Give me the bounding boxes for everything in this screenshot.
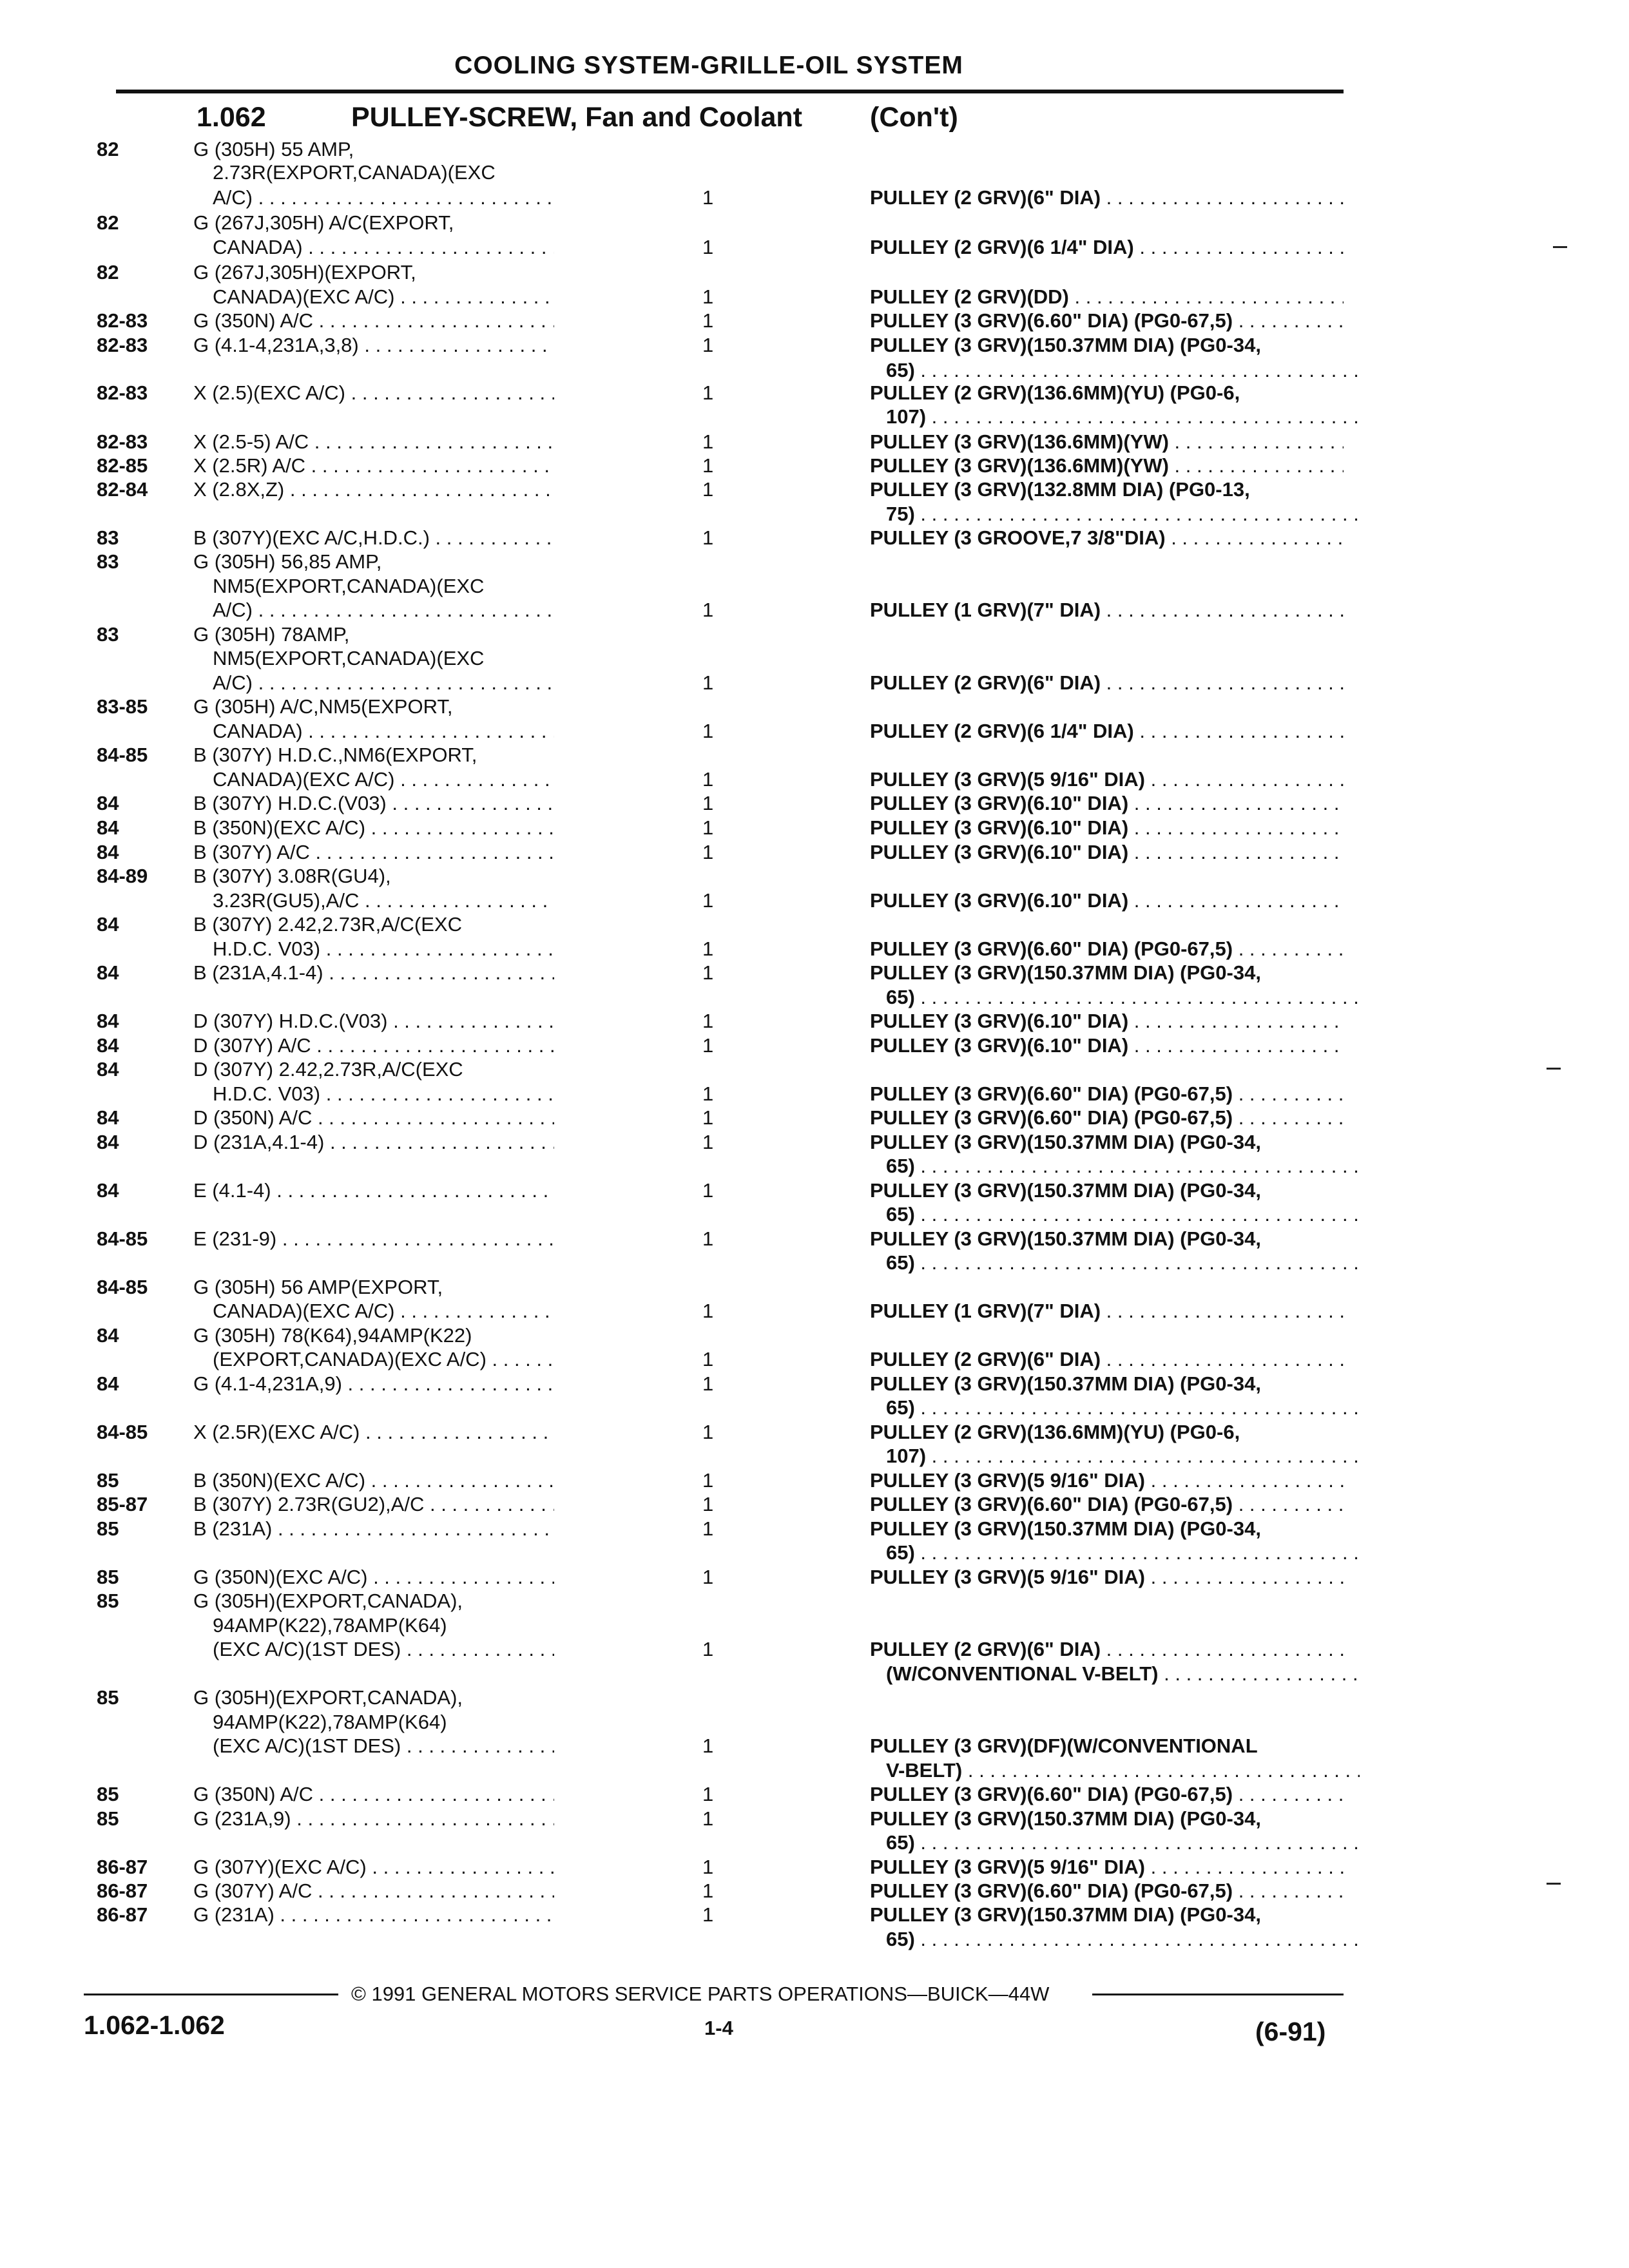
quantity: 1	[702, 1879, 714, 1902]
description: PULLEY (2 GRV)(6 1/4" DIA) . . .	[870, 718, 1344, 744]
description: 107) . . .	[886, 404, 1360, 430]
quantity: 1	[702, 186, 714, 209]
description: PULLEY (3 GRV)(150.37MM DIA) (PG0-34,	[870, 1131, 1261, 1153]
application: 94AMP(K22),78AMP(K64)	[213, 1711, 447, 1733]
application: B (350N)(EXC A/C) . . .	[193, 1468, 554, 1494]
application: CANADA) . . .	[213, 235, 554, 260]
quantity: 1	[702, 334, 714, 356]
description: PULLEY (3 GRV)(150.37MM DIA) (PG0-34,	[870, 334, 1261, 356]
reference-number: 83	[97, 526, 119, 549]
description: PULLEY (3 GRV)(6.60" DIA) (PG0-67,5) . . .	[870, 1782, 1344, 1807]
quantity: 1	[702, 720, 714, 742]
application: G (305H) 78AMP,	[193, 623, 350, 646]
application: X (2.8X,Z) . . .	[193, 477, 554, 503]
quantity: 1	[702, 478, 714, 501]
application: E (4.1-4) . . .	[193, 1178, 554, 1204]
description: 75) . . .	[886, 501, 1360, 527]
quantity: 1	[702, 1300, 714, 1322]
quantity: 1	[702, 1517, 714, 1540]
reference-number: 82-83	[97, 430, 148, 453]
application: G (267J,305H) A/C(EXPORT,	[193, 211, 454, 234]
application: G (4.1-4,231A,3,8) . . .	[193, 332, 554, 358]
quantity: 1	[702, 430, 714, 453]
application: NM5(EXPORT,CANADA)(EXC	[213, 575, 485, 597]
quantity: 1	[702, 236, 714, 258]
application: X (2.5)(EXC A/C) . . .	[193, 380, 554, 406]
description: PULLEY (2 GRV)(DD) . . .	[870, 284, 1344, 310]
reference-number: 84	[97, 841, 119, 863]
quantity: 1	[702, 1010, 714, 1032]
reference-number: 83-85	[97, 695, 148, 718]
application: G (267J,305H)(EXPORT,	[193, 261, 416, 284]
quantity: 1	[702, 889, 714, 912]
footer-page-number: 1-4	[704, 2017, 733, 2039]
application: G (307Y)(EXC A/C) . . .	[193, 1854, 554, 1880]
description: PULLEY (3 GRV)(5 9/16" DIA) . . .	[870, 1564, 1344, 1590]
description: PULLEY (3 GRV)(150.37MM DIA) (PG0-34,	[870, 1372, 1261, 1395]
application: G (350N) A/C . . .	[193, 1782, 554, 1807]
reference-number: 84	[97, 816, 119, 839]
description: PULLEY (3 GRV)(6.10" DIA) . . .	[870, 1033, 1344, 1059]
quantity: 1	[702, 1903, 714, 1926]
quantity: 1	[702, 1372, 714, 1395]
application: CANADA)(EXC A/C) . . .	[213, 1298, 554, 1324]
application: G (305H) 78(K64),94AMP(K22)	[193, 1324, 472, 1347]
description: PULLEY (3 GRV)(6.10" DIA) . . .	[870, 888, 1344, 914]
quantity: 1	[702, 768, 714, 791]
quantity: 1	[702, 381, 714, 404]
application: B (307Y) 2.73R(GU2),A/C . . .	[193, 1492, 554, 1517]
reference-number: 86-87	[97, 1903, 148, 1926]
description: PULLEY (3 GRV)(150.37MM DIA) (PG0-34,	[870, 1179, 1261, 1202]
description: 65) . . .	[886, 985, 1360, 1010]
application: 3.23R(GU5),A/C . . .	[213, 888, 554, 914]
quantity: 1	[702, 1131, 714, 1153]
description: PULLEY (3 GRV)(150.37MM DIA) (PG0-34,	[870, 1807, 1261, 1830]
page-header-title: COOLING SYSTEM-GRILLE-OIL SYSTEM	[454, 52, 963, 79]
application: G (305H)(EXPORT,CANADA),	[193, 1590, 463, 1612]
quantity: 1	[702, 1856, 714, 1878]
description: PULLEY (3 GROOVE,7 3/8"DIA) . . .	[870, 525, 1344, 551]
quantity: 1	[702, 671, 714, 694]
reference-number: 85	[97, 1590, 119, 1612]
quantity: 1	[702, 1082, 714, 1105]
description: 65) . . .	[886, 1395, 1360, 1421]
application: (EXPORT,CANADA)(EXC A/C) . . .	[213, 1347, 554, 1372]
quantity: 1	[702, 1566, 714, 1588]
description: PULLEY (3 GRV)(6.10" DIA) . . .	[870, 1008, 1344, 1034]
description: 65) . . .	[886, 1202, 1360, 1227]
application: B (307Y) H.D.C.(V03) . . .	[193, 791, 554, 816]
reference-number: 85	[97, 1517, 119, 1540]
reference-number: 82-83	[97, 381, 148, 404]
reference-number: 82-85	[97, 454, 148, 477]
margin-mark	[1547, 1068, 1561, 1070]
application: G (231A) . . .	[193, 1902, 554, 1928]
reference-number: 84	[97, 1372, 119, 1395]
reference-number: 84	[97, 961, 119, 984]
reference-number: 85	[97, 1469, 119, 1492]
application: G (350N)(EXC A/C) . . .	[193, 1564, 554, 1590]
quantity: 1	[702, 285, 714, 308]
application: G (305H) 56 AMP(EXPORT,	[193, 1276, 443, 1298]
application: (EXC A/C)(1ST DES) . . .	[213, 1733, 554, 1759]
quantity: 1	[702, 1493, 714, 1515]
application: G (305H) 55 AMP,	[193, 138, 354, 160]
reference-number: 86-87	[97, 1879, 148, 1902]
application: A/C) . . .	[213, 670, 554, 696]
quantity: 1	[702, 599, 714, 621]
quantity: 1	[702, 1783, 714, 1805]
reference-number: 85	[97, 1807, 119, 1830]
application: 94AMP(K22),78AMP(K64)	[213, 1614, 447, 1637]
application: H.D.C. V03) . . .	[213, 1081, 554, 1107]
application: D (307Y) H.D.C.(V03) . . .	[193, 1008, 554, 1034]
description: PULLEY (3 GRV)(132.8MM DIA) (PG0-13,	[870, 478, 1250, 501]
description: PULLEY (3 GRV)(5 9/16" DIA) . . .	[870, 1468, 1344, 1494]
reference-number: 84-85	[97, 1227, 148, 1250]
application: H.D.C. V03) . . .	[213, 936, 554, 962]
application: B (231A,4.1-4) . . .	[193, 960, 554, 986]
footer-copyright: © 1991 GENERAL MOTORS SERVICE PARTS OPERATIONS—BUICK—44W	[351, 1983, 1050, 2005]
reference-number: 84-89	[97, 865, 148, 887]
reference-number: 82	[97, 138, 119, 160]
description: 65) . . .	[886, 1250, 1360, 1276]
application: G (305H) 56,85 AMP,	[193, 550, 382, 573]
application: 2.73R(EXPORT,CANADA)(EXC	[213, 161, 496, 184]
description: 65) . . .	[886, 1153, 1360, 1179]
reference-number: 84	[97, 913, 119, 936]
section-number: 1.062	[197, 102, 266, 133]
footer-date: (6-91)	[1255, 2017, 1326, 2046]
description: PULLEY (3 GRV)(136.6MM)(YW) . . .	[870, 429, 1344, 455]
description: PULLEY (3 GRV)(6.60" DIA) (PG0-67,5) . . .	[870, 1492, 1344, 1517]
reference-number: 84-85	[97, 1421, 148, 1443]
application: X (2.5R)(EXC A/C) . . .	[193, 1419, 554, 1445]
reference-number: 85-87	[97, 1493, 148, 1515]
description: PULLEY (3 GRV)(DF)(W/CONVENTIONAL	[870, 1735, 1258, 1757]
quantity: 1	[702, 792, 714, 814]
quantity: 1	[702, 1179, 714, 1202]
description: PULLEY (3 GRV)(6.60" DIA) (PG0-67,5) . . .	[870, 1878, 1344, 1904]
application: B (350N)(EXC A/C) . . .	[193, 815, 554, 841]
description: PULLEY (2 GRV)(6 1/4" DIA) . . .	[870, 235, 1344, 260]
footer-page-range: 1.062-1.062	[84, 2010, 225, 2040]
application: D (231A,4.1-4) . . .	[193, 1129, 554, 1155]
description: PULLEY (2 GRV)(6" DIA) . . .	[870, 185, 1344, 211]
reference-number: 84-85	[97, 1276, 148, 1298]
reference-number: 82	[97, 261, 119, 284]
description: PULLEY (3 GRV)(150.37MM DIA) (PG0-34,	[870, 1517, 1261, 1540]
quantity: 1	[702, 1638, 714, 1660]
reference-number: 85	[97, 1566, 119, 1588]
application: CANADA)(EXC A/C) . . .	[213, 284, 554, 310]
application: G (305H) A/C,NM5(EXPORT,	[193, 695, 453, 718]
reference-number: 86-87	[97, 1856, 148, 1878]
reference-number: 84	[97, 792, 119, 814]
reference-number: 82-83	[97, 309, 148, 332]
reference-number: 83	[97, 623, 119, 646]
section-continued: (Con't)	[870, 102, 958, 133]
description: V-BELT) . . .	[886, 1758, 1360, 1783]
description: PULLEY (3 GRV)(6.10" DIA) . . .	[870, 815, 1344, 841]
application: G (305H)(EXPORT,CANADA),	[193, 1686, 463, 1709]
quantity: 1	[702, 841, 714, 863]
application: X (2.5-5) A/C . . .	[193, 429, 554, 455]
description: PULLEY (2 GRV)(136.6MM)(YU) (PG0-6,	[870, 381, 1240, 404]
reference-number: 84	[97, 1058, 119, 1081]
reference-number: 82	[97, 211, 119, 234]
application: B (307Y) A/C . . .	[193, 840, 554, 865]
reference-number: 84	[97, 1010, 119, 1032]
description: PULLEY (3 GRV)(6.60" DIA) (PG0-67,5) . . .	[870, 1105, 1344, 1131]
description: 65) . . .	[886, 1927, 1360, 1952]
description: PULLEY (3 GRV)(150.37MM DIA) (PG0-34,	[870, 1227, 1261, 1250]
reference-number: 84	[97, 1179, 119, 1202]
application: B (307Y) 3.08R(GU4),	[193, 865, 391, 887]
application: E (231-9) . . .	[193, 1226, 554, 1252]
description: PULLEY (3 GRV)(6.60" DIA) (PG0-67,5) . . .	[870, 1081, 1344, 1107]
application: X (2.5R) A/C . . .	[193, 453, 554, 479]
description: PULLEY (2 GRV)(6" DIA) . . .	[870, 670, 1344, 696]
quantity: 1	[702, 1735, 714, 1757]
quantity: 1	[702, 1348, 714, 1370]
application: D (350N) A/C . . .	[193, 1105, 554, 1131]
margin-mark	[1547, 1883, 1561, 1885]
description: PULLEY (3 GRV)(150.37MM DIA) (PG0-34,	[870, 1903, 1261, 1926]
application: A/C) . . .	[213, 597, 554, 623]
quantity: 1	[702, 937, 714, 960]
footer-rule-left	[84, 1994, 338, 1995]
application: B (307Y)(EXC A/C,H.D.C.) . . .	[193, 525, 554, 551]
quantity: 1	[702, 1469, 714, 1492]
description: PULLEY (3 GRV)(6.10" DIA) . . .	[870, 791, 1344, 816]
description: PULLEY (3 GRV)(5 9/16" DIA) . . .	[870, 767, 1344, 793]
quantity: 1	[702, 1034, 714, 1057]
application: CANADA) . . .	[213, 718, 554, 744]
description: 107) . . .	[886, 1443, 1360, 1469]
reference-number: 84	[97, 1034, 119, 1057]
description: 65) . . .	[886, 358, 1360, 383]
reference-number: 85	[97, 1686, 119, 1709]
reference-number: 84-85	[97, 744, 148, 766]
reference-number: 83	[97, 550, 119, 573]
description: PULLEY (3 GRV)(6.60" DIA) (PG0-67,5) . . .	[870, 936, 1344, 962]
application: B (231A) . . .	[193, 1516, 554, 1542]
footer-rule-right	[1092, 1994, 1344, 1995]
quantity: 1	[702, 1227, 714, 1250]
section-title: PULLEY-SCREW, Fan and Coolant	[351, 102, 802, 133]
application: G (231A,9) . . .	[193, 1806, 554, 1832]
reference-number: 84	[97, 1106, 119, 1129]
application: G (4.1-4,231A,9) . . .	[193, 1371, 554, 1397]
application: G (350N) A/C . . .	[193, 308, 554, 334]
application: D (307Y) 2.42,2.73R,A/C(EXC	[193, 1058, 463, 1081]
reference-number: 84	[97, 1131, 119, 1153]
application: NM5(EXPORT,CANADA)(EXC	[213, 647, 485, 669]
description: PULLEY (3 GRV)(136.6MM)(YW) . . .	[870, 453, 1344, 479]
application: B (307Y) H.D.C.,NM6(EXPORT,	[193, 744, 477, 766]
description: PULLEY (1 GRV)(7" DIA) . . .	[870, 1298, 1344, 1324]
application: G (307Y) A/C . . .	[193, 1878, 554, 1904]
quantity: 1	[702, 816, 714, 839]
quantity: 1	[702, 526, 714, 549]
reference-number: 85	[97, 1783, 119, 1805]
quantity: 1	[702, 309, 714, 332]
description: PULLEY (2 GRV)(6" DIA) . . .	[870, 1347, 1344, 1372]
header-rule	[116, 90, 1344, 93]
quantity: 1	[702, 1106, 714, 1129]
application: B (307Y) 2.42,2.73R,A/C(EXC	[193, 913, 462, 936]
margin-mark	[1553, 246, 1567, 248]
description: PULLEY (1 GRV)(7" DIA) . . .	[870, 597, 1344, 623]
description: (W/CONVENTIONAL V-BELT) . . .	[886, 1661, 1360, 1687]
application: D (307Y) A/C . . .	[193, 1033, 554, 1059]
reference-number: 84	[97, 1324, 119, 1347]
description: PULLEY (2 GRV)(136.6MM)(YU) (PG0-6,	[870, 1421, 1240, 1443]
description: PULLEY (2 GRV)(6" DIA) . . .	[870, 1637, 1344, 1662]
reference-number: 82-83	[97, 334, 148, 356]
application: CANADA)(EXC A/C) . . .	[213, 767, 554, 793]
quantity: 1	[702, 961, 714, 984]
quantity: 1	[702, 454, 714, 477]
application: (EXC A/C)(1ST DES) . . .	[213, 1637, 554, 1662]
description: 65) . . .	[886, 1540, 1360, 1566]
quantity: 1	[702, 1421, 714, 1443]
description: PULLEY (3 GRV)(5 9/16" DIA) . . .	[870, 1854, 1344, 1880]
description: PULLEY (3 GRV)(6.10" DIA) . . .	[870, 840, 1344, 865]
application: A/C) . . .	[213, 185, 554, 211]
description: PULLEY (3 GRV)(150.37MM DIA) (PG0-34,	[870, 961, 1261, 984]
description: PULLEY (3 GRV)(6.60" DIA) (PG0-67,5) . . .	[870, 308, 1344, 334]
description: 65) . . .	[886, 1830, 1360, 1856]
quantity: 1	[702, 1807, 714, 1830]
reference-number: 82-84	[97, 478, 148, 501]
